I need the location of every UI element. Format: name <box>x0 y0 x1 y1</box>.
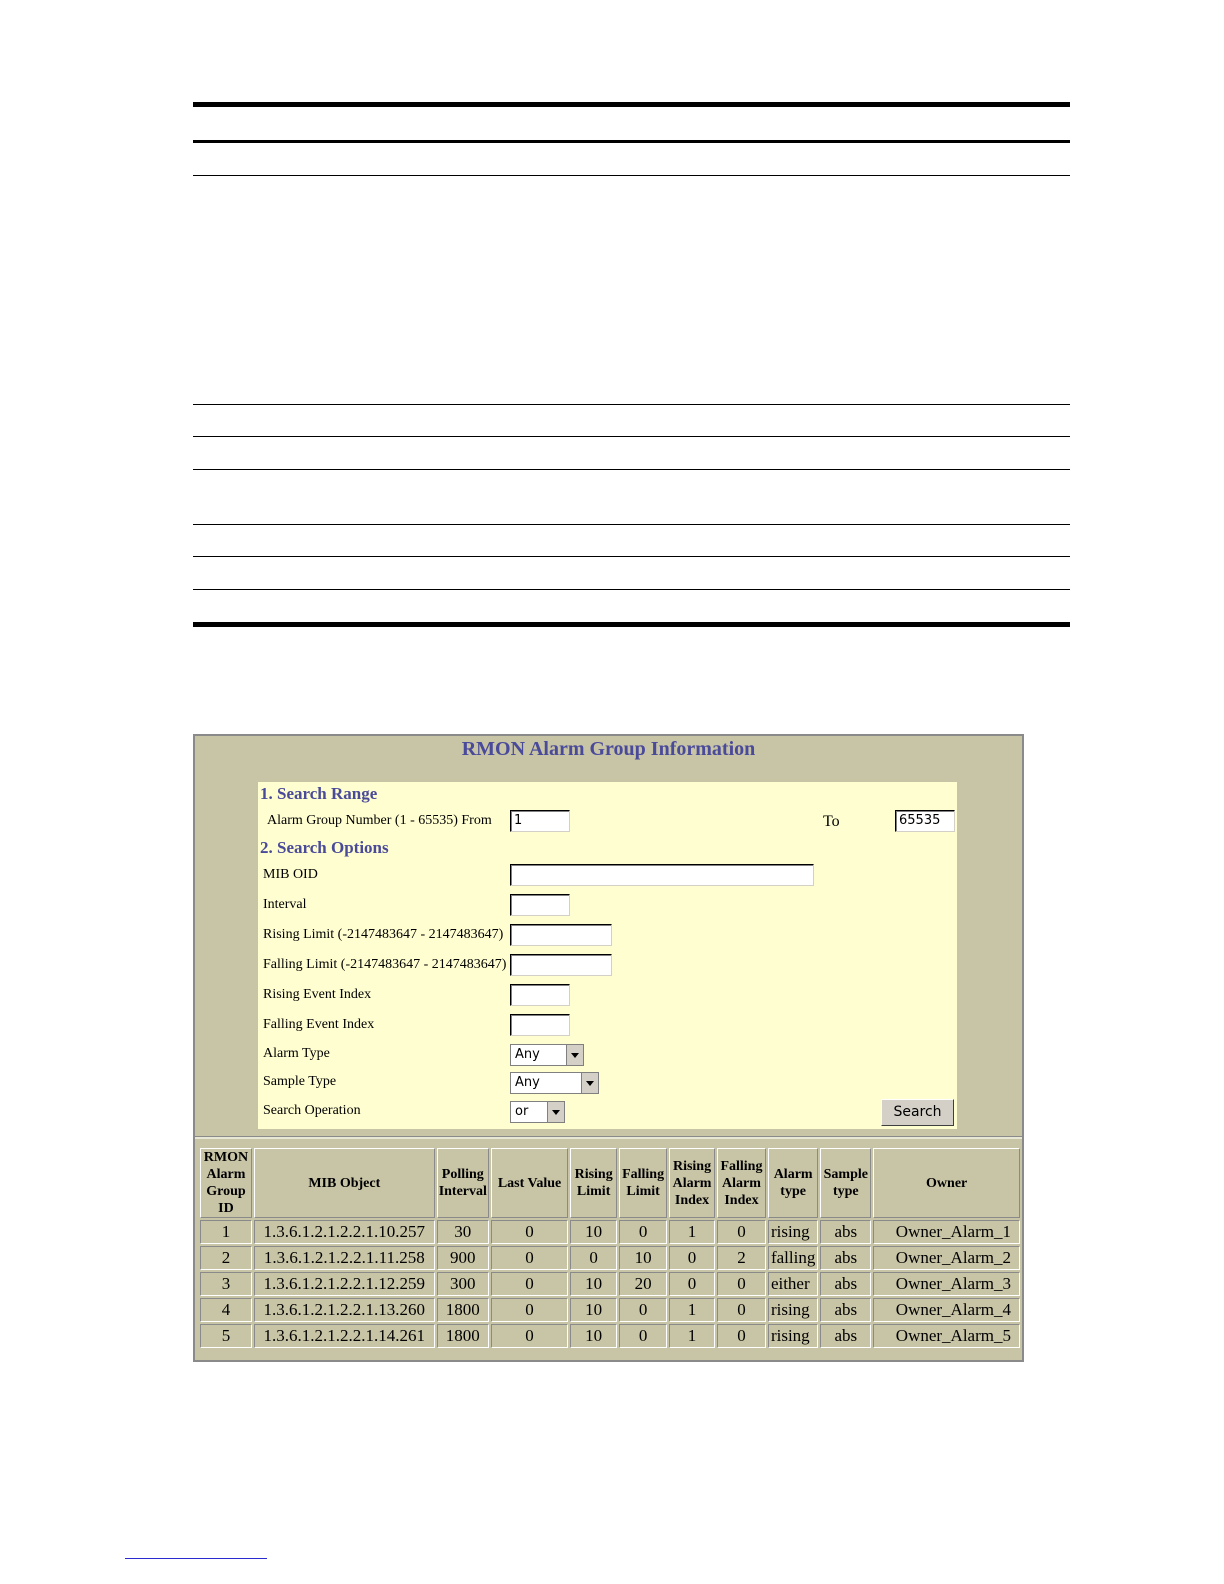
cell-last-value: 0 <box>491 1272 568 1296</box>
falling-event-index-label: Falling Event Index <box>263 1017 375 1032</box>
cell-sample-type: abs <box>820 1298 871 1322</box>
cell-falling-limit: 20 <box>619 1272 667 1296</box>
cell-sample-type: abs <box>820 1324 871 1348</box>
search-form <box>258 782 957 1129</box>
cell-sample-type: abs <box>820 1246 871 1270</box>
alarm-type-select[interactable] <box>510 1044 584 1066</box>
cell-owner: Owner_Alarm_3 <box>873 1272 1020 1296</box>
table-header-row <box>200 1148 1020 1218</box>
rmon-alarm-panel <box>193 734 1024 1362</box>
cell-alarm-type: rising <box>768 1220 818 1244</box>
col-header-rising-limit: Rising Limit <box>570 1148 617 1218</box>
panel-divider <box>195 1136 1022 1139</box>
cell-id: 2 <box>200 1246 252 1270</box>
cell-last-value: 0 <box>491 1246 568 1270</box>
table-row <box>200 1324 1020 1348</box>
alarm-group-number-label: Alarm Group Number (1 - 65535) From <box>267 813 492 828</box>
falling-event-index-input[interactable] <box>510 1014 570 1036</box>
table-rule-3 <box>193 436 1070 437</box>
cell-polling-interval: 1800 <box>437 1324 489 1348</box>
cell-id: 5 <box>200 1324 252 1348</box>
sample-type-label: Sample Type <box>263 1074 337 1089</box>
cell-rising-alarm-index: 1 <box>669 1298 715 1322</box>
cell-polling-interval: 1800 <box>437 1298 489 1322</box>
mib-oid-input[interactable] <box>510 864 814 886</box>
col-header-sample-type: Sample type <box>820 1148 871 1218</box>
search-operation-value: or <box>515 1104 529 1119</box>
cell-owner: Owner_Alarm_1 <box>873 1220 1020 1244</box>
chevron-down-icon[interactable] <box>581 1073 598 1093</box>
cell-polling-interval: 30 <box>437 1220 489 1244</box>
cell-owner: Owner_Alarm_5 <box>873 1324 1020 1348</box>
chevron-down-icon[interactable] <box>547 1102 564 1122</box>
footnote-rule <box>125 1558 267 1559</box>
panel-title: RMON Alarm Group Information <box>461 738 756 760</box>
cell-polling-interval: 900 <box>437 1246 489 1270</box>
cell-rising-limit: 10 <box>570 1298 617 1322</box>
col-header-alarm-type: Alarm type <box>768 1148 818 1218</box>
cell-polling-interval: 300 <box>437 1272 489 1296</box>
results-body <box>200 1220 1020 1348</box>
col-header-falling-alarm-index: Falling Alarm Index <box>717 1148 766 1218</box>
search-range-heading: 1. Search Range <box>260 784 378 803</box>
cell-falling-limit: 0 <box>619 1324 667 1348</box>
header-rule <box>193 140 1070 143</box>
col-header-id: RMON Alarm Group ID <box>200 1148 252 1218</box>
col-header-falling-limit: Falling Limit <box>619 1148 667 1218</box>
col-header-mib-object: MIB Object <box>254 1148 435 1218</box>
search-options-heading: 2. Search Options <box>260 838 389 857</box>
cell-mib-object: 1.3.6.1.2.1.2.2.1.11.258 <box>254 1246 435 1270</box>
cell-mib-object: 1.3.6.1.2.1.2.2.1.10.257 <box>254 1220 435 1244</box>
sample-type-select[interactable] <box>510 1072 599 1094</box>
top-thick-rule <box>193 102 1070 107</box>
cell-id: 1 <box>200 1220 252 1244</box>
cell-falling-alarm-index: 2 <box>717 1246 766 1270</box>
table-rule-5 <box>193 524 1070 525</box>
alarm-type-value: Any <box>515 1047 540 1062</box>
cell-owner: Owner_Alarm_4 <box>873 1298 1020 1322</box>
cell-last-value: 0 <box>491 1324 568 1348</box>
cell-mib-object: 1.3.6.1.2.1.2.2.1.12.259 <box>254 1272 435 1296</box>
cell-rising-alarm-index: 0 <box>669 1272 715 1296</box>
table-rule-7 <box>193 589 1070 590</box>
cell-sample-type: abs <box>820 1220 871 1244</box>
alarm-results-table <box>198 1146 1022 1350</box>
cell-last-value: 0 <box>491 1298 568 1322</box>
cell-falling-alarm-index: 0 <box>717 1298 766 1322</box>
cell-rising-limit: 10 <box>570 1324 617 1348</box>
cell-falling-limit: 0 <box>619 1298 667 1322</box>
table-row <box>200 1220 1020 1244</box>
table-row <box>200 1298 1020 1322</box>
cell-rising-limit: 0 <box>570 1246 617 1270</box>
search-operation-label: Search Operation <box>263 1103 361 1118</box>
cell-falling-alarm-index: 0 <box>717 1220 766 1244</box>
falling-limit-input[interactable] <box>510 954 612 976</box>
rising-event-index-input[interactable] <box>510 984 570 1006</box>
interval-label: Interval <box>263 897 307 912</box>
cell-id: 3 <box>200 1272 252 1296</box>
bottom-thick-rule <box>193 622 1070 627</box>
col-header-rising-alarm-index: Rising Alarm Index <box>669 1148 715 1218</box>
cell-rising-alarm-index: 1 <box>669 1324 715 1348</box>
cell-alarm-type: falling <box>768 1246 818 1270</box>
table-rule-4 <box>193 469 1070 470</box>
col-header-owner: Owner <box>873 1148 1020 1218</box>
cell-alarm-type: rising <box>768 1324 818 1348</box>
mib-oid-label: MIB OID <box>263 867 318 882</box>
cell-sample-type: abs <box>820 1272 871 1296</box>
table-row <box>200 1272 1020 1296</box>
cell-last-value: 0 <box>491 1220 568 1244</box>
cell-falling-limit: 10 <box>619 1246 667 1270</box>
table-rule-6 <box>193 556 1070 557</box>
table-row <box>200 1246 1020 1270</box>
interval-input[interactable] <box>510 894 570 916</box>
sample-type-value: Any <box>515 1075 540 1090</box>
to-label: To <box>823 813 840 830</box>
rising-event-index-label: Rising Event Index <box>263 987 372 1002</box>
cell-rising-alarm-index: 0 <box>669 1246 715 1270</box>
rising-limit-label: Rising Limit (-2147483647 - 2147483647) <box>263 927 504 942</box>
cell-rising-alarm-index: 1 <box>669 1220 715 1244</box>
falling-limit-label: Falling Limit (-2147483647 - 2147483647) <box>263 957 507 972</box>
table-rule-1 <box>193 175 1070 176</box>
alarm-group-to-input[interactable]: 65535 <box>895 810 955 832</box>
table-rule-2 <box>193 404 1070 405</box>
cell-rising-limit: 10 <box>570 1220 617 1244</box>
cell-falling-limit: 0 <box>619 1220 667 1244</box>
cell-mib-object: 1.3.6.1.2.1.2.2.1.14.261 <box>254 1324 435 1348</box>
cell-owner: Owner_Alarm_2 <box>873 1246 1020 1270</box>
cell-id: 4 <box>200 1298 252 1322</box>
alarm-group-from-input[interactable]: 1 <box>510 810 570 832</box>
cell-alarm-type: either <box>768 1272 818 1296</box>
alarm-type-label: Alarm Type <box>263 1046 330 1061</box>
col-header-last-value: Last Value <box>491 1148 568 1218</box>
search-operation-select[interactable] <box>510 1101 565 1123</box>
cell-alarm-type: rising <box>768 1298 818 1322</box>
chevron-down-icon[interactable] <box>566 1045 583 1065</box>
cell-falling-alarm-index: 0 <box>717 1324 766 1348</box>
cell-falling-alarm-index: 0 <box>717 1272 766 1296</box>
cell-mib-object: 1.3.6.1.2.1.2.2.1.13.260 <box>254 1298 435 1322</box>
col-header-polling-interval: Polling Interval <box>437 1148 489 1218</box>
rising-limit-input[interactable] <box>510 924 612 946</box>
cell-rising-limit: 10 <box>570 1272 617 1296</box>
search-button[interactable]: Search <box>881 1099 954 1126</box>
